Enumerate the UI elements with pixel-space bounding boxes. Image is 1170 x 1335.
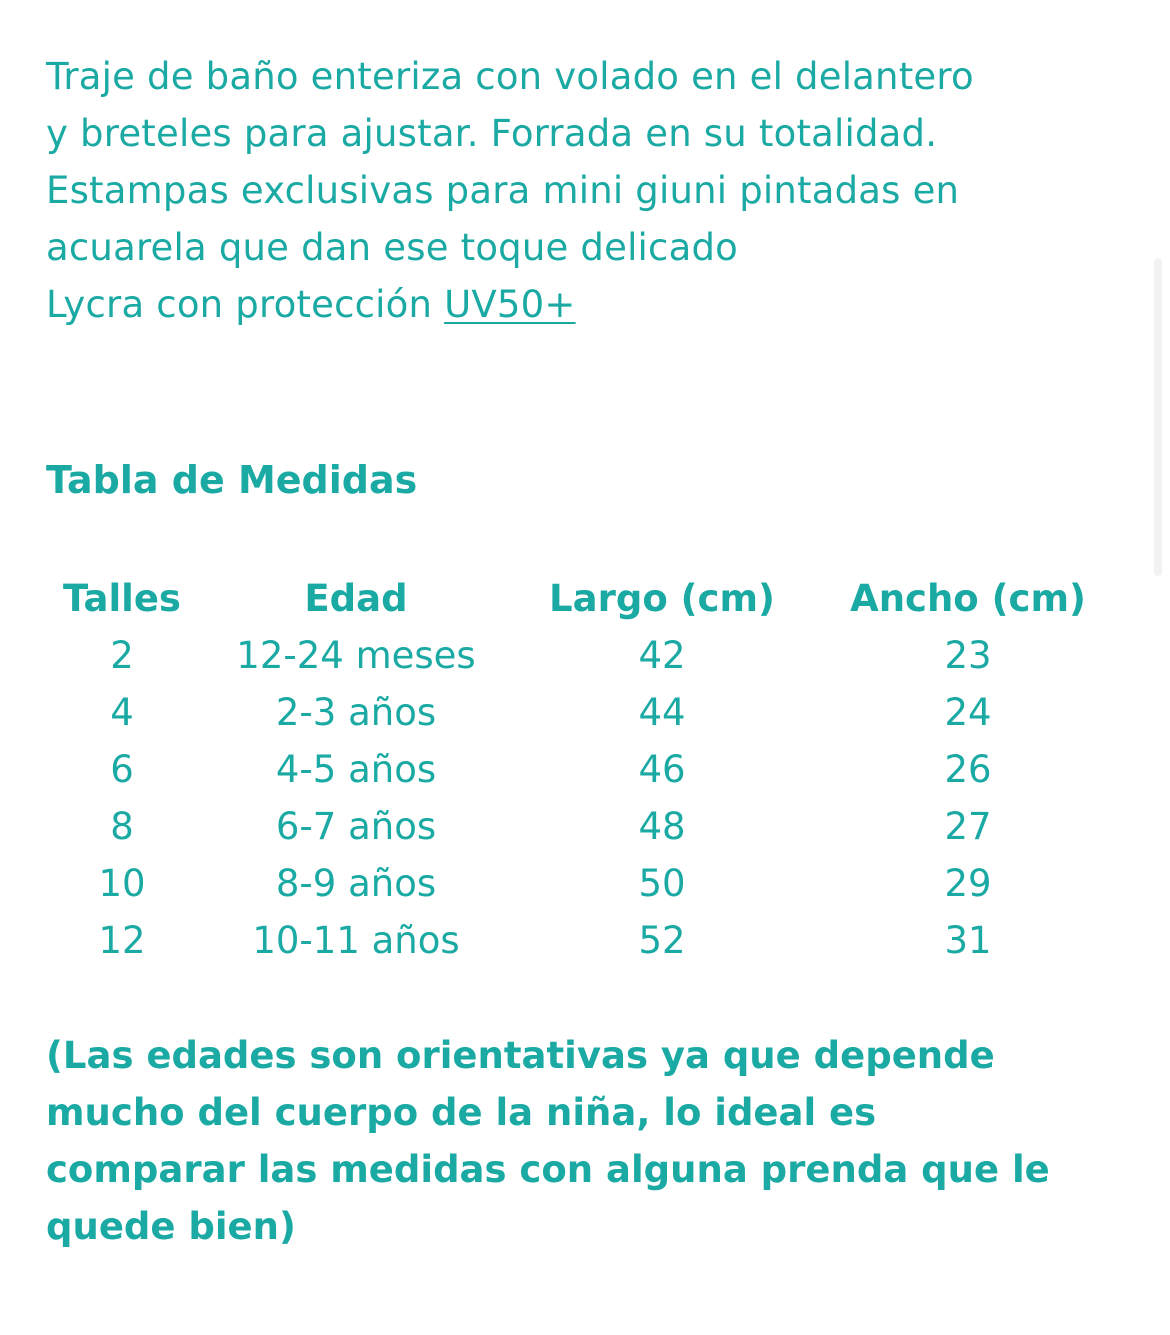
cell-edad: 6-7 años: [275, 805, 437, 848]
note-line-3: comparar las medidas con alguna prenda que le: [46, 1148, 1050, 1191]
cell-edad: 12-24 meses: [236, 634, 476, 677]
header-edad: Edad: [304, 577, 408, 620]
cell-talle: 12: [98, 919, 146, 962]
table-row: [46, 855, 1126, 912]
size-table-title: Tabla de Medidas: [46, 458, 418, 502]
description-line-3: Estampas exclusivas para mini giuni pintadas en: [46, 169, 960, 212]
cell-ancho: 26: [944, 748, 992, 791]
cell-ancho: 27: [944, 805, 992, 848]
header-largo: Largo (cm): [549, 577, 775, 620]
scrollbar-thumb[interactable]: [1154, 258, 1162, 576]
uv-prefix-text: Lycra con protección: [46, 283, 445, 326]
description-line-4: acuarela que dan ese toque delicado: [46, 226, 738, 269]
note-line-1: (Las edades son orientativas ya que depende: [46, 1034, 995, 1077]
cell-largo: 50: [638, 862, 686, 905]
description-line-2: y breteles para ajustar. Forrada en su totalidad.: [46, 112, 938, 155]
cell-largo: 46: [638, 748, 686, 791]
product-description: [46, 48, 1136, 333]
uv50-link[interactable]: UV50+: [444, 283, 576, 326]
table-row: [46, 684, 1126, 741]
cell-talle: 6: [110, 748, 134, 791]
cell-largo: 42: [638, 634, 686, 677]
header-ancho: Ancho (cm): [850, 577, 1086, 620]
cell-ancho: 31: [944, 919, 992, 962]
size-table-header-row: [46, 570, 1126, 627]
size-table: [46, 570, 1126, 969]
cell-edad: 2-3 años: [275, 691, 437, 734]
cell-largo: 52: [638, 919, 686, 962]
table-row: [46, 912, 1126, 969]
cell-talle: 4: [110, 691, 134, 734]
cell-largo: 48: [638, 805, 686, 848]
cell-edad: 10-11 años: [252, 919, 460, 962]
description-line-1: Traje de baño enteriza con volado en el delantero: [46, 55, 974, 98]
table-row: [46, 627, 1126, 684]
cell-talle: 8: [110, 805, 134, 848]
note-line-2: mucho del cuerpo de la niña, lo ideal es: [46, 1091, 877, 1134]
cell-talle: 10: [98, 862, 146, 905]
cell-talle: 2: [110, 634, 134, 677]
cell-edad: 4-5 años: [275, 748, 437, 791]
cell-ancho: 23: [944, 634, 992, 677]
cell-edad: 8-9 años: [275, 862, 437, 905]
cell-ancho: 29: [944, 862, 992, 905]
note-line-4: quede bien): [46, 1205, 296, 1248]
cell-largo: 44: [638, 691, 686, 734]
description-line-uv: [46, 276, 1136, 333]
age-disclaimer-note: [46, 1027, 1126, 1255]
table-row: [46, 798, 1126, 855]
table-row: [46, 741, 1126, 798]
cell-ancho: 24: [944, 691, 992, 734]
header-talles: Talles: [63, 577, 181, 620]
